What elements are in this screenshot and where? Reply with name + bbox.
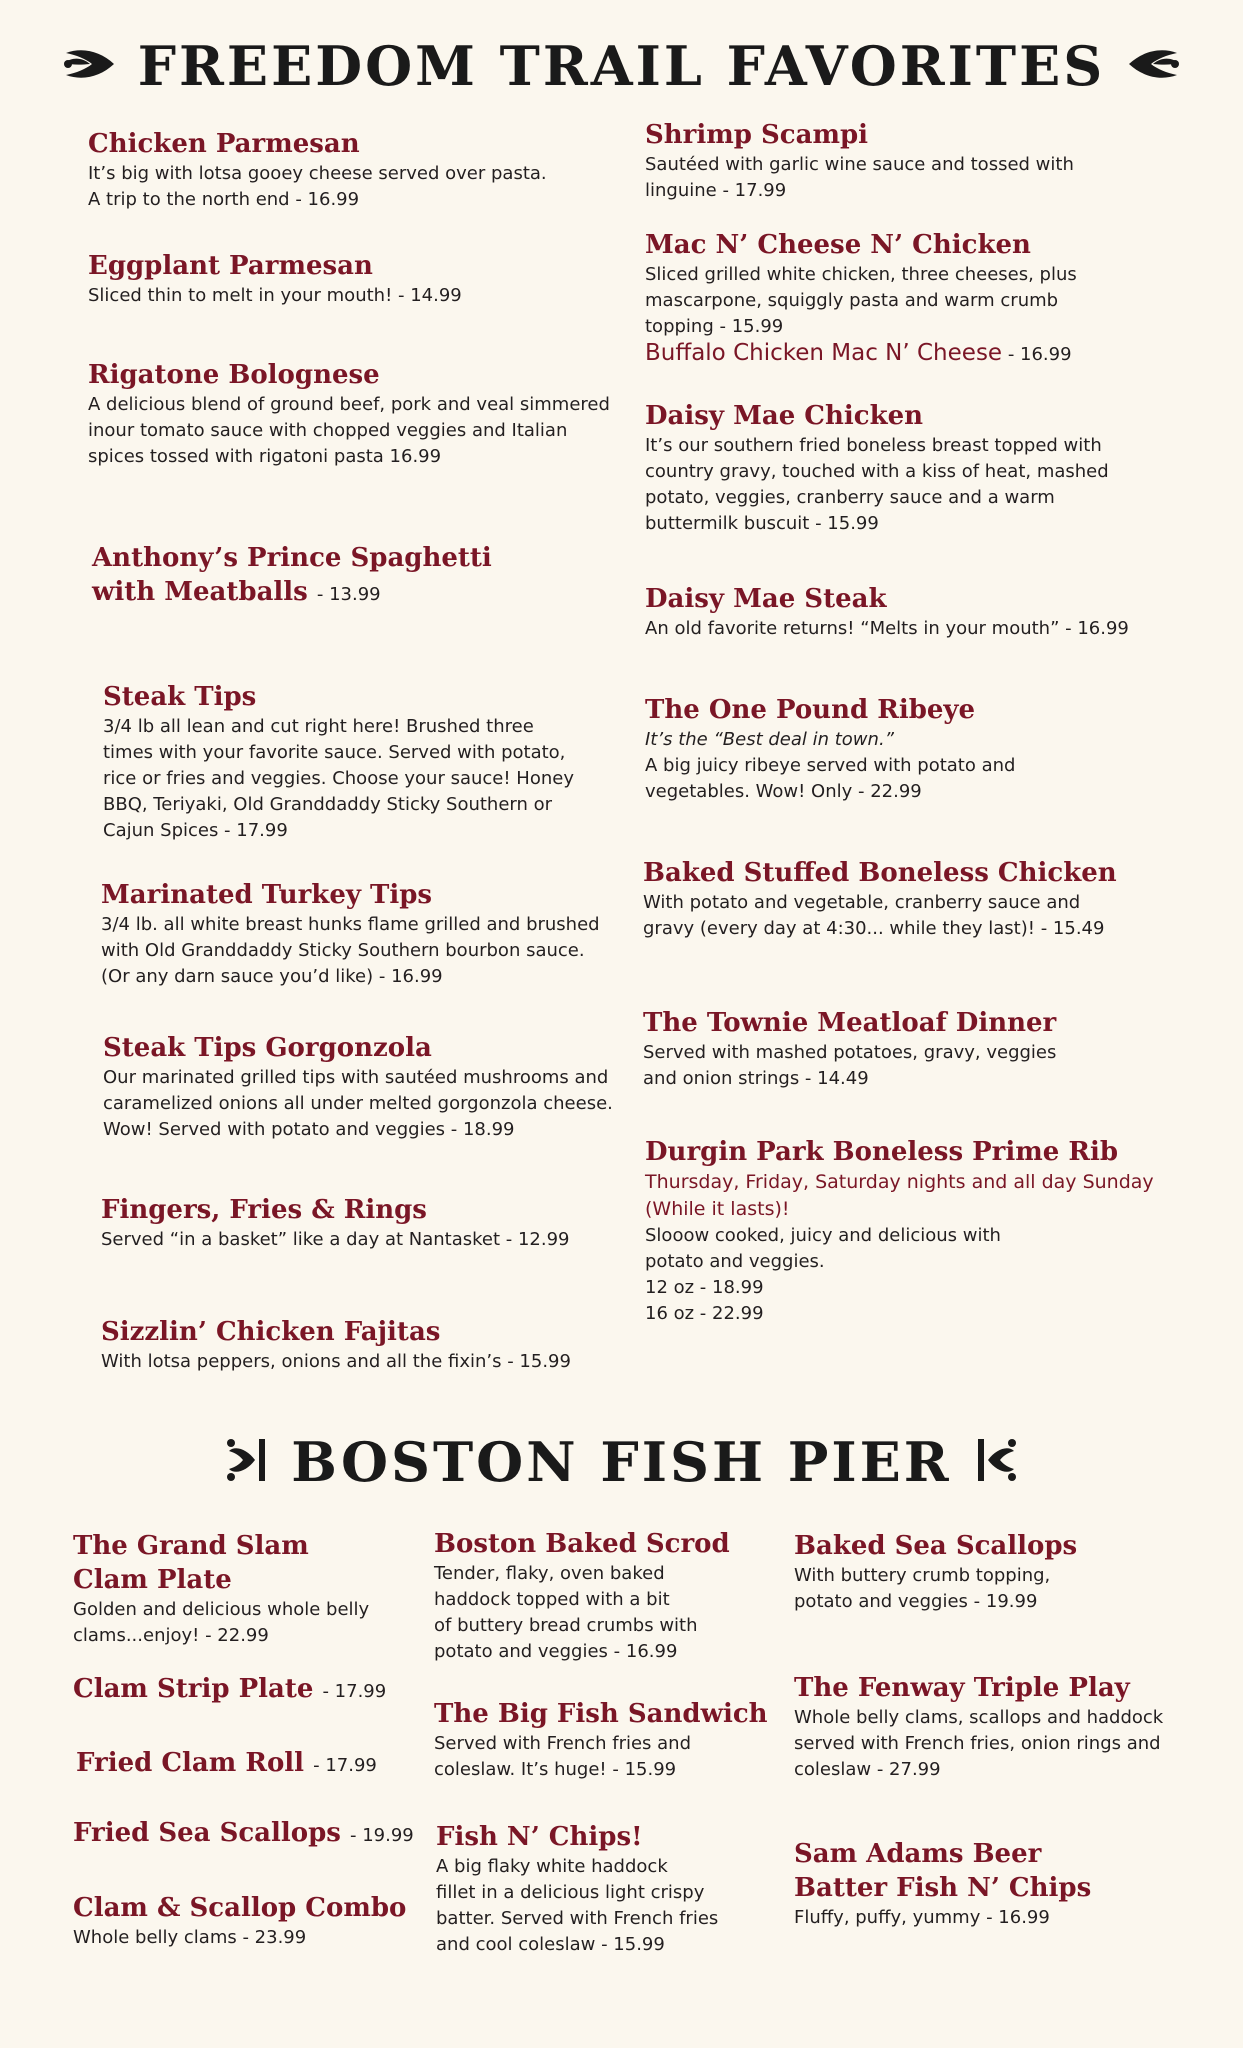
item-name: Baked Sea Scallops — [794, 1531, 1078, 1561]
item-name: Durgin Park Boneless Prime Rib — [645, 1137, 1119, 1167]
item-name: Eggplant Parmesan — [88, 251, 373, 281]
item-price-option: 16 oz - 22.99 — [645, 1303, 764, 1324]
item-desc: with Old Granddaddy Sticky Southern bourbon sauce. — [101, 940, 585, 961]
item-variant — [645, 340, 1077, 368]
item-desc: fillet in a delicious light crispy — [436, 1882, 705, 1903]
item-desc: 3/4 lb all lean and cut right here! Brushed three — [103, 716, 534, 737]
item-name: Marinated Turkey Tips — [101, 880, 433, 910]
item-desc: Fluffy, puffy, yummy - 16.99 — [794, 1907, 1050, 1928]
item-price: - 19.99 — [350, 1825, 414, 1846]
item-desc: 3/4 lb. all white breast hunks flame grilled and brushed — [101, 914, 600, 935]
item-desc: rice or fries and veggies. Choose your sauce! Honey — [103, 768, 574, 789]
menu-item — [794, 1529, 1077, 1615]
item-desc: (Or any darn sauce you’d like) - 16.99 — [101, 966, 443, 987]
item-desc: Sliced grilled white chicken, three cheeses, plus — [645, 264, 1077, 285]
item-desc: Served “in a basket” like a day at Nantasket - 12.99 — [101, 1229, 570, 1250]
item-name: Anthony’s Prince Spaghetti — [92, 543, 492, 573]
item-desc: gravy (every day at 4:30... while they last)! - 15.49 — [643, 918, 1105, 939]
item-availability: Thursday, Friday, Saturday nights and all day Sunday — [645, 1171, 1154, 1193]
menu-item — [645, 582, 1129, 642]
item-desc: Golden and delicious whole belly — [73, 1599, 370, 1620]
item-name: Clam & Scallop Combo — [73, 1893, 407, 1923]
item-desc: times with your favorite sauce. Served with potato, — [103, 742, 566, 763]
menu-item — [103, 680, 574, 844]
item-name: Fingers, Fries & Rings — [101, 1195, 427, 1225]
menu-item — [794, 1837, 1091, 1931]
item-desc: BBQ, Teriyaki, Old Granddaddy Sticky Southern or — [103, 794, 553, 815]
item-desc: buttermilk buscuit - 15.99 — [645, 513, 879, 534]
item-desc: of buttery bread crumbs with — [434, 1615, 698, 1636]
item-desc: Sautéed with garlic wine sauce and tossed with — [645, 154, 1074, 175]
item-desc: vegetables. Wow! Only - 22.99 — [645, 781, 922, 802]
menu-item — [76, 1746, 377, 1783]
item-desc: With lotsa peppers, onions and all the fixin’s - 15.99 — [101, 1351, 571, 1372]
fish-pier-heading — [0, 1430, 1243, 1494]
freedom-trail-heading — [0, 34, 1243, 98]
flourish-right-icon — [1127, 41, 1183, 91]
menu-item — [643, 1006, 1056, 1092]
menu-item — [645, 118, 1074, 204]
item-price: - 17.99 — [313, 1755, 377, 1776]
item-desc: A big juicy ribeye served with potato and — [645, 755, 1016, 776]
item-name: Steak Tips — [103, 682, 257, 712]
menu-item — [434, 1697, 768, 1783]
item-price: - 17.99 — [322, 1681, 387, 1702]
item-desc: A big flaky white haddock — [436, 1856, 668, 1877]
menu-item — [645, 399, 1109, 537]
item-desc: and cool coleslaw - 15.99 — [436, 1934, 665, 1955]
item-name: Clam Plate — [73, 1565, 232, 1595]
item-name: Batter Fish N’ Chips — [794, 1873, 1092, 1903]
item-name-line — [76, 1746, 377, 1783]
menu-item — [101, 878, 600, 990]
item-desc: Served with French fries and — [434, 1733, 692, 1754]
menu-item — [88, 358, 610, 470]
menu-item — [794, 1671, 1163, 1783]
item-name: Mac N’ Cheese N’ Chicken — [645, 230, 1031, 260]
item-desc: A delicious blend of ground beef, pork and veal simmered — [88, 394, 610, 415]
item-name: Sam Adams Beer — [794, 1839, 1042, 1869]
item-name: Sizzlin’ Chicken Fajitas — [101, 1317, 441, 1347]
flourish-left-icon — [60, 41, 116, 91]
item-price: - 13.99 — [316, 584, 381, 605]
item-desc: potato and veggies - 16.99 — [434, 1641, 678, 1662]
item-desc: Wow! Served with potato and veggies - 18.99 — [103, 1119, 515, 1140]
item-name: Shrimp Scampi — [645, 120, 869, 150]
fish-pier-title: BOSTON FISH PIER — [291, 1430, 952, 1494]
item-desc: inour tomato sauce with chopped veggies and Italian — [88, 420, 568, 441]
menu-item — [645, 228, 1077, 368]
item-name-text: Fried Sea Scallops — [73, 1818, 341, 1848]
item-name-text: Clam Strip Plate — [73, 1674, 314, 1704]
menu-item — [73, 1816, 414, 1853]
variant-name: Buffalo Chicken Mac N’ Cheese — [645, 340, 1003, 366]
item-desc: clams...enjoy! - 22.99 — [73, 1625, 269, 1646]
item-desc: coleslaw. It’s huge! - 15.99 — [434, 1759, 677, 1780]
item-desc: Served with mashed potatoes, gravy, veggies — [643, 1042, 1057, 1063]
item-desc: It’s our southern fried boneless breast topped with — [645, 435, 1102, 456]
menu-item — [88, 127, 547, 213]
item-desc: With buttery crumb topping, — [794, 1565, 1051, 1586]
menu-item — [73, 1672, 386, 1709]
menu-item — [645, 693, 1015, 805]
item-price-option: 12 oz - 18.99 — [645, 1277, 764, 1298]
item-desc: linguine - 17.99 — [645, 180, 787, 201]
menu-item — [436, 1820, 718, 1958]
item-desc: A trip to the north end - 16.99 — [88, 189, 360, 210]
item-desc: potato and veggies. — [645, 1251, 825, 1272]
item-name-text: with Meatballs — [92, 577, 308, 607]
menu-item — [101, 1315, 571, 1375]
item-name-line — [73, 1672, 386, 1709]
item-availability: (While it lasts)! — [645, 1198, 790, 1220]
item-desc: Cajun Spices - 17.99 — [103, 820, 288, 841]
item-tagline: It’s the “Best deal in town.” — [645, 729, 894, 750]
item-name: Rigatone Bolognese — [88, 360, 380, 390]
item-desc: batter. Served with French fries — [436, 1908, 719, 1929]
scroll-ornament-right-icon — [974, 1435, 1018, 1489]
item-desc: haddock topped with a bit — [434, 1589, 670, 1610]
menu-item — [645, 1135, 1154, 1327]
item-name-line — [73, 1816, 414, 1853]
item-desc: and onion strings - 14.49 — [643, 1068, 869, 1089]
item-name: Fish N’ Chips! — [436, 1822, 643, 1852]
item-desc: Tender, flaky, oven baked — [434, 1563, 665, 1584]
item-name: The Grand Slam — [73, 1531, 309, 1561]
item-name: Chicken Parmesan — [88, 129, 360, 159]
item-name: The Fenway Triple Play — [794, 1673, 1130, 1703]
menu-item — [88, 249, 462, 309]
item-desc: An old favorite returns! “Melts in your mouth” - 16.99 — [645, 618, 1129, 639]
item-name: The One Pound Ribeye — [645, 695, 976, 725]
menu-item — [73, 1529, 369, 1649]
menu-item — [103, 1031, 613, 1143]
item-desc: served with French fries, onion rings and — [794, 1733, 1161, 1754]
item-name: The Big Fish Sandwich — [434, 1699, 768, 1729]
menu-item — [92, 541, 492, 612]
freedom-trail-title: FREEDOM TRAIL FAVORITES — [137, 34, 1106, 98]
item-name-text: Fried Clam Roll — [76, 1748, 305, 1778]
menu-item — [101, 1193, 570, 1253]
item-desc: country gravy, touched with a kiss of heat, mashed — [645, 461, 1109, 482]
item-name: Daisy Mae Chicken — [645, 401, 924, 431]
item-desc: coleslaw - 27.99 — [794, 1759, 941, 1780]
item-name: Baked Stuffed Boneless Chicken — [643, 858, 1117, 888]
scroll-ornament-left-icon — [225, 1435, 269, 1489]
menu-item — [434, 1527, 730, 1665]
item-desc: With potato and vegetable, cranberry sauce and — [643, 892, 1081, 913]
item-desc: It’s big with lotsa gooey cheese served over pasta. — [88, 163, 547, 184]
item-desc: caramelized onions all under melted gorgonzola cheese. — [103, 1093, 613, 1114]
item-desc: potato, veggies, cranberry sauce and a warm — [645, 487, 1055, 508]
item-desc: Whole belly clams - 23.99 — [73, 1927, 307, 1948]
item-name: Daisy Mae Steak — [645, 584, 887, 614]
item-desc: Sliced thin to melt in your mouth! - 14.99 — [88, 285, 462, 306]
item-name: The Townie Meatloaf Dinner — [643, 1008, 1057, 1038]
item-desc: Our marinated grilled tips with sautéed mushrooms and — [103, 1067, 609, 1088]
item-name: Boston Baked Scrod — [434, 1529, 730, 1559]
item-desc: potato and veggies - 19.99 — [794, 1591, 1038, 1612]
item-name-line2 — [92, 575, 492, 612]
item-name: Steak Tips Gorgonzola — [103, 1033, 432, 1063]
item-desc: mascarpone, squiggly pasta and warm crumb — [645, 290, 1059, 311]
menu-item — [73, 1891, 406, 1951]
item-desc: spices tossed with rigatoni pasta 16.99 — [88, 446, 442, 467]
variant-price: - 16.99 — [1007, 344, 1072, 365]
item-desc: topping - 15.99 — [645, 316, 784, 337]
menu-item — [643, 856, 1117, 942]
item-desc: Whole belly clams, scallops and haddock — [794, 1707, 1164, 1728]
item-desc: Slooow cooked, juicy and delicious with — [645, 1225, 1001, 1246]
